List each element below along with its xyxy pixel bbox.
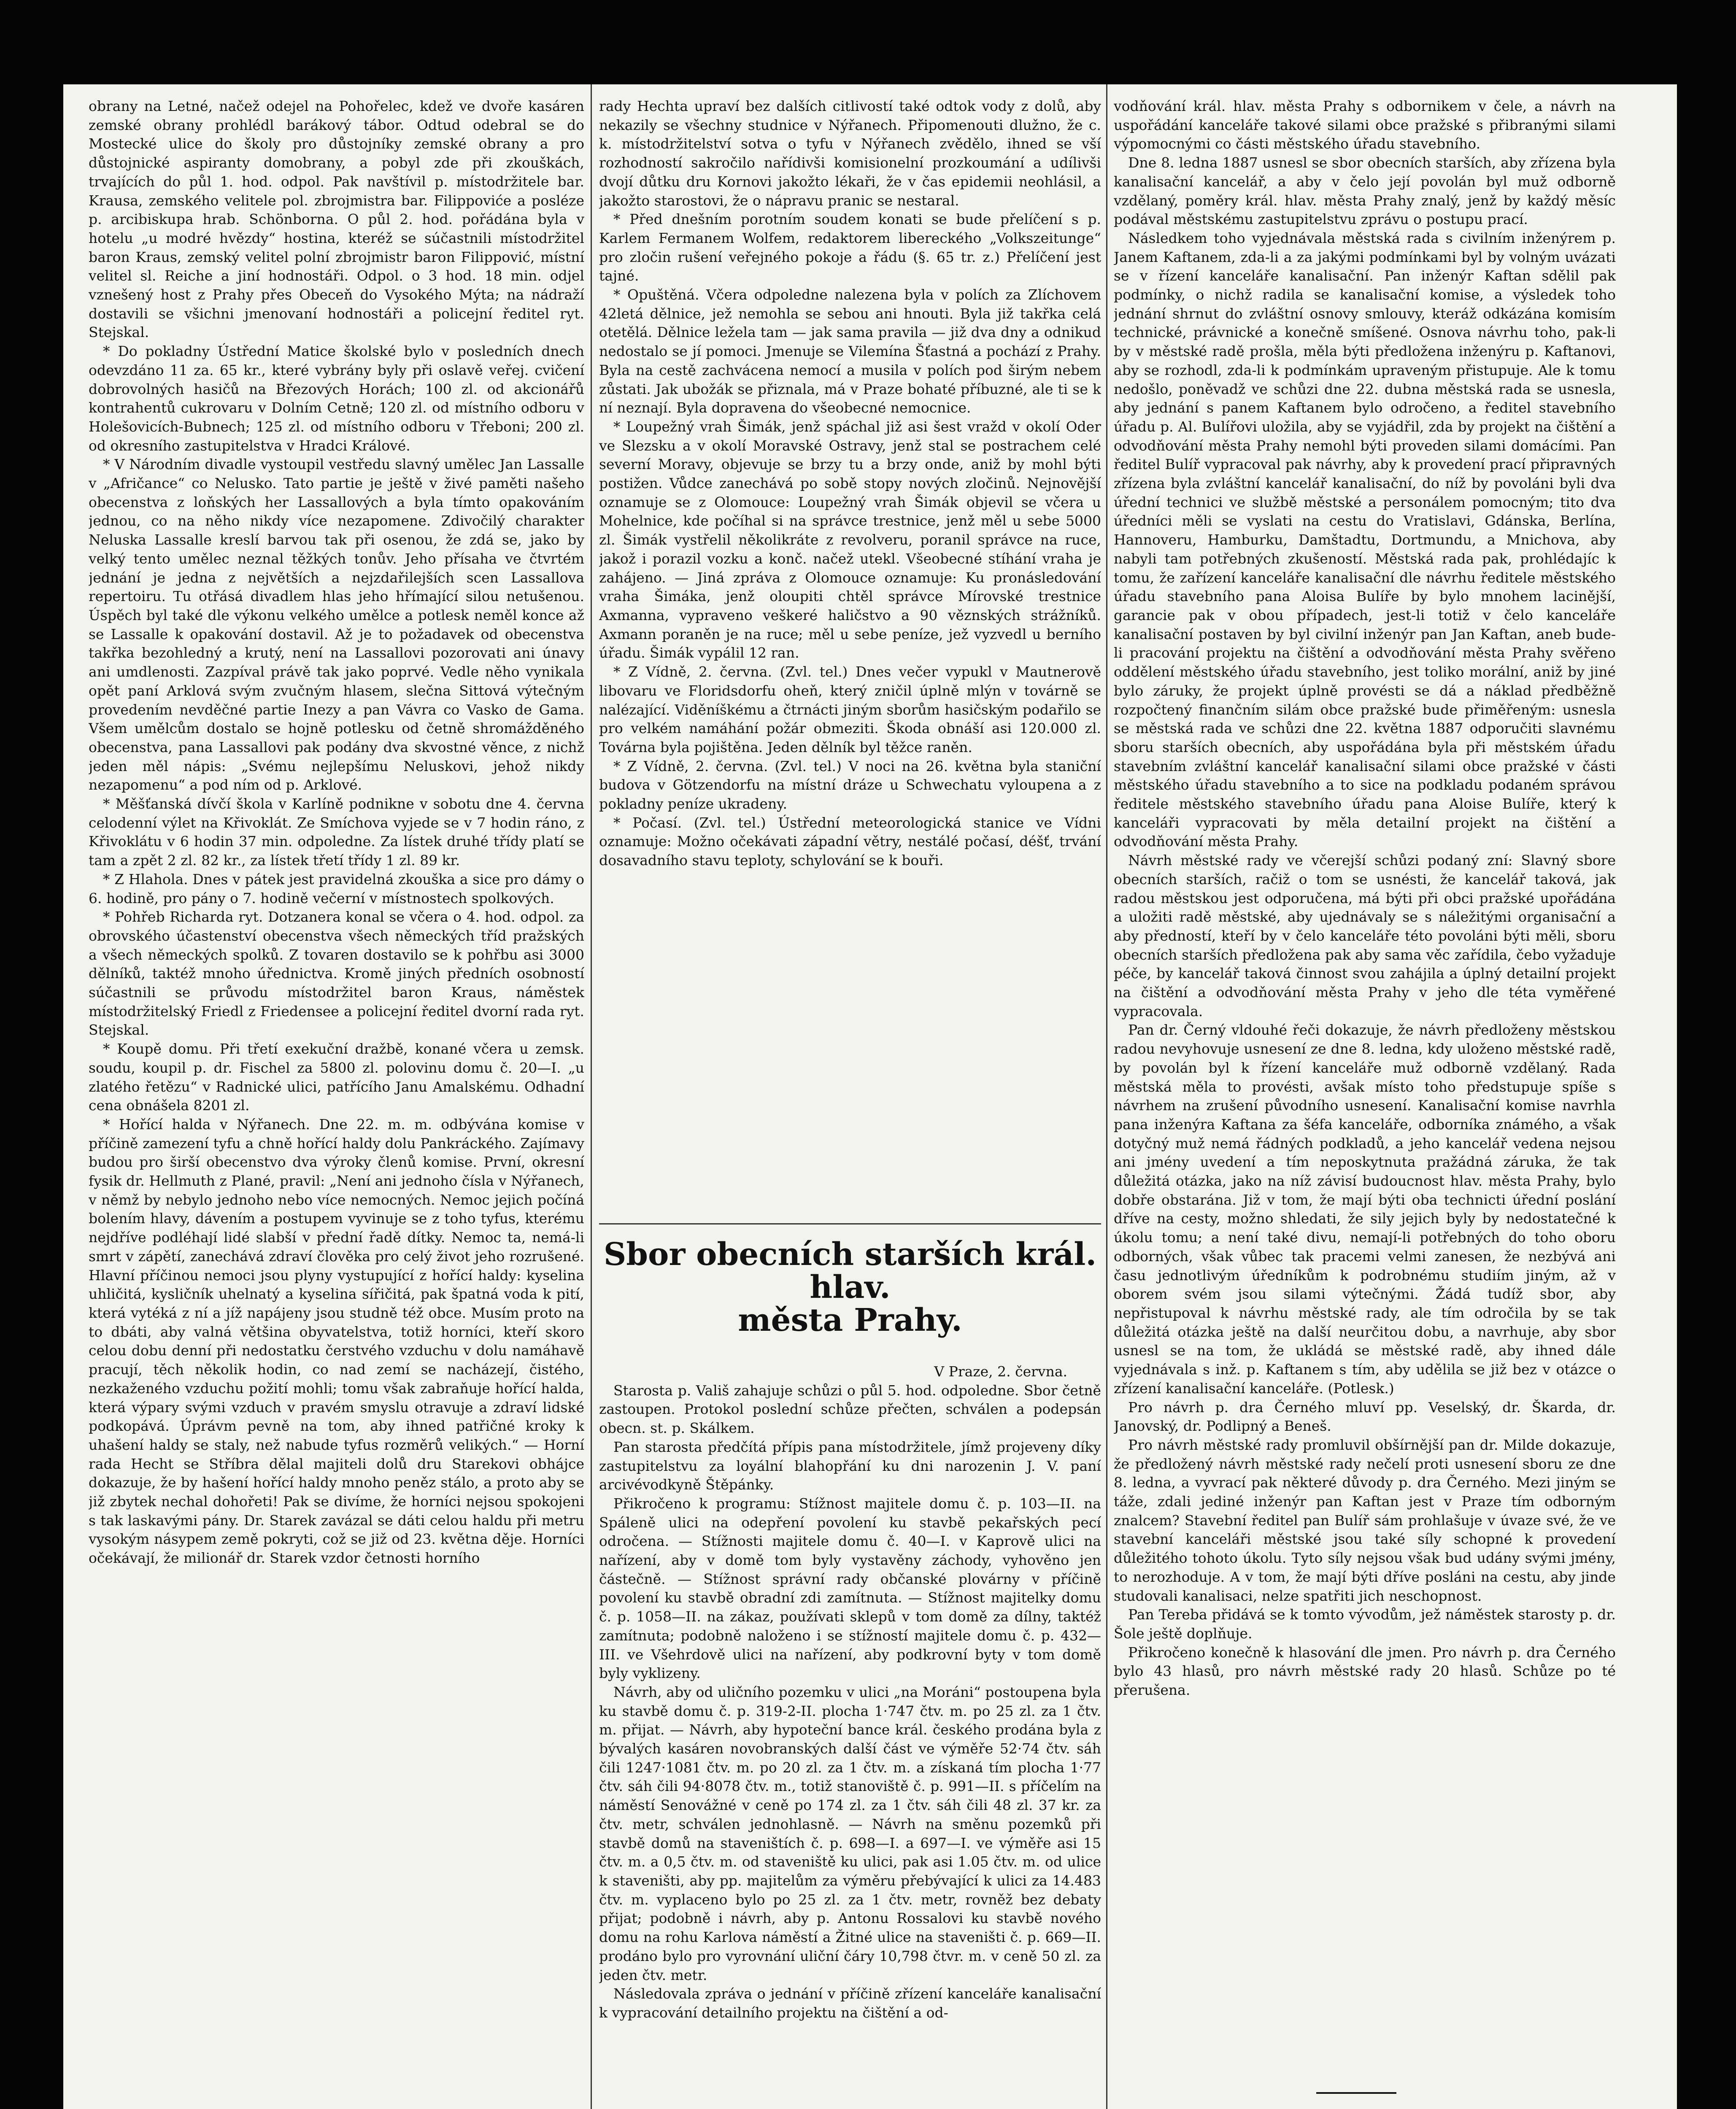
page-border-top: [0, 0, 1736, 84]
dateline: V Praze, 2. června.: [934, 1363, 1067, 1380]
article-paragraph: * Z Vídně, 2. června. (Zvl. tel.) V noci na 26. května byla staniční budova v Götzendorfu na místní dráze u Schwechatu vyloupena a z pokladny peníze ukradeny.: [599, 758, 1101, 812]
page-border-right: [1677, 0, 1736, 2109]
article-paragraph: obrany na Letné, načež odejel na Pohořelec, kdež ve dvoře kasáren zemské obrany prohlédl barákový tábor. Odtud odebral se do Mostecké ulice do školy pro důstojníky zemské obrany a pro důstojnické aspiranty domobrany, a pobyl zde při zkouškách, trvajících do půl 1. hod. odpol. Pak navštívil p. místodržitele bar. Krausa, zemského velitele pol. zbrojmistra bar. Filippoviće a posléze p. arcibiskupa hrab. Schönborna. O půl 2. hod. pořádána byla v hotelu „u modré hvězdy“ hostina, kteréž se súčastnili místodržitel baron Kraus, zemský velitel polní zbrojmistr baron Filippović, místní velitel sl. Reiche a jiní hodnostáři. Odpol. o 3 hod. 18 min. odjel vznešený host z Prahy přes Obeceň do Vysokého Mýta; na nádraží dostavili se všichni jmenovaní hodnostáři a policejní ředitel ryt. Stejskal.: [89, 98, 584, 341]
article-paragraph: Návrh městské rady ve včerejší schůzi podaný zní: Slavný sbore obecních starších, račiž o tom se usnésti, že kancelář taková, jak radou městskou jest odporučena, má býti při obci pražské upořádána a uložiti radě městské, aby ujednávaly se s náležitými organisační a aby předností, kteří by v čelo kanceláře této povoláni býti měli, sboru obecních starších předložena pak aby sama věc zařídila, čebo vyžaduje péče, by kancelář taková činnost svou zahájila a úplný detailní projekt na čištění a odvodňování města Prahy v jeho dle téta vyměřené vypracovala.: [1114, 852, 1616, 1019]
article-paragraph: * Z Hlahola. Dnes v pátek jest pravidelná zkouška a sice pro dámy o 6. hodině, pro pány o 7. hodině večerní v místnostech spolkových.: [89, 871, 584, 906]
heading-line-2: města Prahy.: [738, 1302, 962, 1338]
article-paragraph: * Hořící halda v Nýřanech. Dne 22. m. m. odbývána komise v příčině zamezení tyfu a chně hořící haldy dolu Pankráckého. Zajímavy budou pro širší obecenstvo dva výroky členů komise. První, okresní fysik dr. Hellmuth z Plané, pravil: „Není ani jednoho čísla v Nýřanech, v němž by nebylo jednoho nebo více nemocných. Nemoc jejich počíná bolením hlavy, dávením a postupem vyvinuje se z toho tyfus, kterému nejdříve podléhají lidé slabší v přední řadě dítky. Nemoc ta, nemá-li smrt v zápětí, zanechává zdraví člověka pro celý život jeho rozrušené. Hlavní příčinou nemoci jsou plyny vystupující z hořící haldy: kyselina uhličitá, kysličník uhelnatý a kyselina sířičitá, pak špatná voda k pití, která vytéká z ní a jíž napájeny jsou studně též obce. Musím proto na to dbáti, aby valná většina obyvatelstva, totiž horníci, kteří skoro celou dobu denní při nedostatku čerstvého vzduchu v dolu namáhavě pracují, těch několik hodin, co nad zemí se nacházejí, čistého, nezkaženého vzduchu požití mohli; tomu však zabraňuje hořící halda, která výpary svými vzduch v pravém smyslu otravuje a zdraví lidské podkopává. Úprávm pevně na tom, aby ihned patřičné kroky k uhašení haldy se staly, než nabude tyfus rozměrů velikých.“ — Horní rada Hecht se Stříbra dělal majiteli dolů dru Starekovi obhájce dokazuje, že by hašení hořící haldy mnoho peněz stálo, a proto aby se již zbytek nechal dohořeti! Pak se divíme, že horníci nejsou spokojeni s tak laskavými pány. Dr. Starek zavázal se dáti celou haldu při metru vysokým násypem země pokryti, což se již od 23. května děje. Horníci očekávají, že milionář dr. Starek vzdor četnosti horního: [89, 1116, 584, 1567]
article-paragraph: * Opuštěná. Včera odpoledne nalezena byla v polích za Zlíchovem 42letá dělnice, jež nemohla se sebou ani hnouti. Byla již takřka celá otetělá. Dělnice ležela tam — jak sama pravila — již dva dny a odnikud nedostalo se jí pomoci. Jmenuje se Vilemína Šťastná a pochází z Prahy. Byla na cestě zachvácena nemocí a musila v polích pod širým nebem zůstati. Jak ubožák se přiznala, má v Praze bohaté příbuzné, ale ti se k ní neznají. Byla dopravena do všeobecné nemocnice.: [599, 286, 1101, 416]
article-paragraph: * Koupě domu. Při třetí exekuční dražbě, konané včera u zemsk. soudu, koupil p. dr. Fischel za 5800 zl. polovinu domu č. 20—I. „u zlatého řetězu“ v Radnické ulici, patřícího Janu Amalskému. Odhadní cena obnášela 8201 zl.: [89, 1041, 584, 1114]
article-paragraph: Následkem toho vyjednávala městská rada s civilním inženýrem p. Janem Kaftanem, zda-li a za jakými podmínkami byl by volným uvázati se v řízení kanceláře kanalisační. Pan inženýr Kaftan sdělil pak podmínky, o nichž radila se kanalisační komise, a výsledek toho jednání shrnut do zvláštní osnovy smlouvy, kteráž odkázána komisím technické, právnické a konečně smíšené. Osnova návrhu toho, pak-li by v městské radě prošla, měla býti předložena inženýru p. Kaftanovi, aby se rozhodl, zda-li k podmínkám upraveným přistupuje. Ale k tomu nedošlo, poněvadž ve schůzi dne 22. dubna městská rada se usnesla, aby jednání s panem Kaftanem bylo odročeno, a ředitel stavebního úřadu p. Al. Bulířovi uložila, aby se vyjádřil, zda by projekt na čištění a odvodňování města Prahy nemohl býti proveden silami domácími. Pan ředitel Bulíř vypracoval pak návrhy, aby k provedení prací připravných zřízena byla zvláštní kancelář kanalisační, do níž by povoláni byli dva úřední technici ve službě městské a personálem pomocným; tito dva úředníci měli se vyslati na cestu do Vratislavi, Gdánska, Berlína, Hannoveru, Hamburku, Damštadtu, Dortmundu, a Mnichova, aby nabyli tam potřebných zkušeností. Městská rada pak, prohlédajíc k tomu, že zařízení kanceláře kanalisační dle návrhu ředitele městského úřadu stavebního pana Aloisa Bulíře by bylo mnohem lacinější, garancie pak v obou případech, jest-li totiž v čelo kanceláře kanalisační postaven by byl civilní inženýr pan Jan Kaftan, aneb bude-li pracování projektu na čištění a odvodňování města Prahy svěřeno oddělení městského úřadu stavebního, jest toliko morální, aniž by jiné bylo záruky, že projekt úplně provésti se dá a náklad předběžně rozpočtený finančním silám obce pražské bude přiměřeným: usnesla se městská rada ve schůzi dne 22. května 1887 odporučiti slavnému sboru starších obecních, aby uspořádána byla při městském úřadu stavebním zvláštní kancelář kanalisační silami obce pražské v části městského úřadu stavebního a to sice na podkladu podaném správou ředitele městského stavebního úřadu pana Aloise Bulíře, který k kanceláři vypracovati by měla detailní projekt na čištění a odvodňování města Prahy.: [1114, 229, 1616, 850]
heading-line-1: Sbor obecních starších král. hlav.: [603, 1236, 1097, 1305]
article-paragraph: Přikročeno konečně k hlasování dle jmen. Pro návrh p. dra Černého bylo 43 hlasů, pro návrh městské rady 20 hlasů. Schůze po té přerušena.: [1114, 1644, 1616, 1699]
article-paragraph: * Počasí. (Zvl. tel.) Ústřední meteorologická stanice ve Vídni oznamuje: Možno očekávati západní větry, nestálé počasí, déšť, trvání dosavadního stavu teploty, schylování se k bouři.: [599, 814, 1101, 869]
article-paragraph: Pro návrh p. dra Černého mluví pp. Veselský, dr. Škarda, dr. Janovský, dr. Podlipný a Beneš.: [1114, 1399, 1616, 1435]
article-paragraph: Pan dr. Černý vldouhé řeči dokazuje, že návrh předloženy městskou radou nevyhovuje usnesení ze dne 8. ledna, kdy uloženo městské radě, by povolán byl k řízení kanceláře muž odborně vzdělaný. Rada městská měla to provésti, avšak místo toho předstupuje spíše s návrhem na zrušení původního usnesení. Kanalisační komise navrhla pana inženýra Kaftana za šéfa kanceláře, odborníka známého, a však dotyčný muž nemá řádných podkladů, a jeho kancelář vedena nejsou ani jmény uvedení a tím neposkytnuta pražádná záruka, že tak důležitá otázka, jako na níž závisí budoucnost hlav. města Prahy, bylo dobře obstarána. Již v tom, že mají býti oba technicti úřední poslání dříve na cesty, možno shledati, že sily jejich byly by nedostatečné k úkolu tomu; a není také divu, nemají-li potřebných do toho oboru odborných, však vůbec tak pracemi velmi zanesen, že nezbývá ani času jednotlivým úředníkům k podrobnému studiím jiným, až v oborem svém jsou silami výtečnými. Žádá tudíž sbor, aby nepřistupoval k návrhu městské rady, ale tím odročila by se tak důležitá otázka ještě na další neurčitou dobu, a navrhuje, aby sbor usnesl se na tom, že ukládá se městské radě, aby ihned dále vyjednávala s inž. p. Kaftanem s tím, aby udělila se již bez v otázce o zřízení kanalisační kanceláře. (Potlesk.): [1114, 1022, 1616, 1397]
end-rule: [1316, 2092, 1396, 2094]
column-rule-1: [591, 84, 592, 2109]
article-paragraph: Starosta p. Vališ zahajuje schůzi o půl 5. hod. odpoledne. Sbor četně zastoupen. Protokol poslední schůze přečten, schválen a podepsán obecn. st. p. Skálkem.: [599, 1382, 1101, 1437]
article-paragraph: Pan starosta předčítá přípis pana místodržitele, jímž projeveny díky zastupitelstvu za loyální blahopřání ku dni narozenin J. V. paní arcivévodkyně Štěpánky.: [599, 1438, 1101, 1493]
article-paragraph: * Do pokladny Ústřední Matice školské bylo v posledních dnech odevzdáno 11 za. 65 kr., které vybrány byly při oslavě veřej. cvičení dobrovolných hasičů na Březových Horách; 100 zl. od akcionářů kontrahentů cukrovaru v Dolním Cetně; 120 zl. od místního odboru v Holešovicích-Bubnech; 125 zl. od místního odboru v Třeboni; 200 zl. od okresního zastupitelstva v Hradci Králové.: [89, 343, 584, 454]
article-paragraph: Dne 8. ledna 1887 usnesl se sbor obecních starších, aby zřízena byla kanalisační kancelář, a aby v čelo její povolán byl muž odborně vzdělaný, poměry král. hlav. města Prahy znalý, jenž by každý měsíc podával městskému zastupitelstvu zprávu o postupu prací.: [1114, 154, 1616, 228]
column-1: [89, 97, 584, 2109]
column-3: [1114, 97, 1616, 2109]
article-paragraph: * Loupežný vrah Šimák, jenž spáchal již asi šest vražd v okolí Oder ve Slezsku a v okolí Moravské Ostravy, jenž stal se postrachem celé severní Moravy, objevuje se brzy tu a brzy onde, aniž by mohl býti postižen. Vůdce zanechává po sobě stopy nových zločinů. Nejnovější oznamuje se z Olomouce: Loupežný vrah Šimák objevil se včera u Mohelnice, kde počíhal si na správce trestnice, jenž měl u sebe 5000 zl. Šimák vystřelil několikráte z revolveru, poranil správce na ruce, jakož i porazil vozku a konč. načež utekl. Všeobecné stíhání vraha je zahájeno. — Jiná zpráva z Olomouce oznamuje: Ku pronásledování vraha Šimáka, jenž oloupiti chtěl správce Mírovské trestnice Axmanna, vypraveno veškeré haličstvo a 90 věznských strážníků. Axmann poraněn je na ruce; měl u sebe peníze, jež vyzvedl u berního úřadu. Šimák vypálil 12 ran.: [599, 418, 1101, 661]
section-heading: [599, 1238, 1101, 1337]
page-border-left: [0, 0, 63, 2109]
section-divider: [599, 1223, 1101, 1224]
article-paragraph: Pro návrh městské rady promluvil obšírnější pan dr. Milde dokazuje, že předložený návrh městské rady nečelí proti usnesení sboru ze dne 8. ledna, a vyvrací pak některé důvody p. dra Černého. Mezi jiným se táže, zdali jediné inženýr pan Kaftan jest v Praze tím odborným znalcem? Stavební ředitel pan Bulíř sám prohlašuje v úvaze své, že ve stavební kanceláři městské jsou také síly schopné k provedení důležitého tohoto úkolu. Tyto síly nejsou však bud udány svými jmény, to nerozhoduje. A v tom, že mají býti dříve posláni na cestu, aby jinde studovali kanalisaci, nelze spatřiti jich neschopnost.: [1114, 1436, 1616, 1604]
column-2-top: [599, 97, 1101, 1227]
article-paragraph: * Pohřeb Richarda ryt. Dotzanera konal se včera o 4. hod. odpol. za obrovského účastenství obecenstva všech německých tříd pražských a všech německých spolků. Z tovaren dostavilo se k pohřbu asi 3000 dělníků, taktéž mnoho úřednictva. Kromě jiných předních osobností súčastnili se průvodu místodržitel baron Kraus, náměstek místodržitelský Friedl z Friedensee a policejní ředitel dvorní rada ryt. Stejskal.: [89, 909, 584, 1038]
article-paragraph: * Z Vídně, 2. června. (Zvl. tel.) Dnes večer vypukl v Mautnerově libovaru ve Floridsdorfu oheň, který zničil úplně mlýn v továrně se nalézající. Viděníškému a čtrnácti jiným sborům hasičským podařilo se pro velkém namáhání požár obmeziti. Škoda obnáší asi 120.000 zl. Továrna byla pojištěna. Jeden dělník byl těžce raněn.: [599, 663, 1101, 755]
article-paragraph: Následovala zpráva o jednání v příčině zřízení kanceláře kanalisační k vypracování detailního projektu na čištění a od-: [599, 1985, 1101, 2021]
article-paragraph: vodňování král. hlav. města Prahy s odbornikem v čele, a návrh na uspořádání kanceláře takové silami obce pražské s přibranými silami výpomocnými co části městského úřadu stavebního.: [1114, 98, 1616, 152]
column-2-bottom: [599, 1362, 1101, 2109]
article-paragraph: * Před dnešním porotním soudem konati se bude přelíčení s p. Karlem Fermanem Wolfem, redaktorem libereckého „Volkszeitunge“ pro zločin rušení veřejného pokoje a řádu (§. 65 tr. z.) Přelíčení jest tajné.: [599, 211, 1101, 284]
article-paragraph: Pan Tereba přidává se k tomto vývodům, jež náměstek starosty p. dr. Šole ještě doplňuje.: [1114, 1606, 1616, 1642]
article-paragraph: Přikročeno k programu: Stížnost majitele domu č. p. 103—II. na Spáleně ulici na odepření povolení ku stavbě pekařských pecí odročena. — Stížnosti majitele domu č. 40—I. v Kaprově ulici na nařízení, aby v domě tom byly vystavěny záchody, vyhověno jen částečně. — Stížnost správní rady občanské plovárny v příčině povolení ku stavbě obradní zdi zamítnuta. — Stížnost majitelky domu č. p. 1058—II. na zákaz, používati sklepů v tom domě za dílny, taktéž zamítnuta; podobně naloženo i se stížností majitele domu č. p. 432—III. ve Všehrdově ulici na nařízení, aby podkrovní byty v tom domě byly vyklizeny.: [599, 1495, 1101, 1682]
article-paragraph: * V Národním divadle vystoupil vestředu slavný umělec Jan Lassalle v „Afričance“ co Nelusko. Tato partie je ještě v živé paměti našeho obecenstva z loňských her Lassallových a byla tímto opakováním jednou, co na něho nikdy více nezapomene. Zdivočilý charakter Neluska Lassalle kreslí barvou tak při osenou, že zdá se, jako by velký tento umělec neznal těžkých tonův. Jeho přísaha ve čtvrtém jednání je jedna z největších a nejzdařilejších scen Lassallova repertoiru. Tu otřásá divadlem hlas jeho hřímající silou netušenou. Úspěch byl také dle výkonu velkého umělce a potlesk neměl konce až se Lassalle k opakování dostavil. Až je to požadavek od obecenstva takřka bezohledný a krutý, není na Lassallovi pozorovati ani únavy ani umdlenosti. Zazpíval právě tak jako poprvé. Vedle něho vynikala opět paní Arklová svým zvučným hlasem, slečna Sittová výtečným provedením nevděčné partie Inezy a pan Vávra co Vasko de Gama. Všem umělcům dostalo se hojně potlesku od četně shromážděného obecenstva, pana Lassallovi pak podány dva skvostné věnce, z nichž jeden měl nápis: „Svému nejlepšímu Neluskovi, jehož nikdy nezapomenu“ a pod ním od p. Arklové.: [89, 456, 584, 793]
article-paragraph: Návrh, aby od uličního pozemku v ulici „na Moráni“ postoupena byla ku stavbě domu č. p. 319-2-II. plocha 1·747 čtv. m. po 25 zl. za 1 čtv. m. přijat. — Návrh, aby hypoteční bance král. českého prodána byla z bývalých kasáren novobranských další část ve výměře 52·74 čtv. sáh čili 1247·1081 čtv. m. po 20 zl. za 1 čtv. m. a získaná tím plocha 1·77 čtv. sáh čili 94·8078 čtv. m., totiž stanoviště č. p. 991—II. s příčelím na náměstí Senovážné v ceně po 174 zl. za 1 čtv. sáh čili 48 zl. 37 kr. za čtv. metr, schválen jednohlasně. — Návrh na směnu pozemků při stavbě domů na staveništích č. p. 698—I. a 697—I. ve výměře asi 15 čtv. m. a 0,5 čtv. m. od staveniště ku ulici, pak asi 1.05 čtv. m. od ulice k staveništi, aby pp. majitelům za výměru přebývající k ulici za 14.483 čtv. m. vyplaceno bylo po 25 zl. za 1 čtv. metr, rovněž bez debaty přijat; podobně i návrh, aby p. Antonu Rossalovi ku stavbě nového domu na rohu Karlova náměstí a Žitné ulice na staveništi č. p. 669—II. prodáno bylo pro vyrovnání uliční čáry 10,798 čtvr. m. v ceně 50 zl. za jeden čtv. metr.: [599, 1683, 1101, 1983]
article-paragraph: * Měšťanská dívčí škola v Karlíně podnikne v sobotu dne 4. června celodenní výlet na Křivoklát. Ze Smíchova vyjede se v 7 hodin ráno, z Křivoklátu v 6 hodin 37 min. odpoledne. Za lístek druhé třídy platí se tam a zpět 2 zl. 82 kr., za lístek třetí třídy 1 zl. 89 kr.: [89, 796, 584, 869]
column-rule-2: [1106, 84, 1107, 2109]
article-paragraph: rady Hechta upraví bez dalších citlivostí také odtok vody z dolů, aby nekazily se všechny studnice v Nýřanech. Připomenouti dlužno, že c. k. místodržitelství sotva o tyfu v Nýřanech zvědělo, ihned se vší rozhodností sakročilo nařídivši komisionelní prozkoumání a udílivši dvojí důtku dru Kornovi jakožto lékaři, že v čas epidemii neohlásil, a jakožto starostovi, že o nápravu pranic se nestaral.: [599, 98, 1101, 209]
